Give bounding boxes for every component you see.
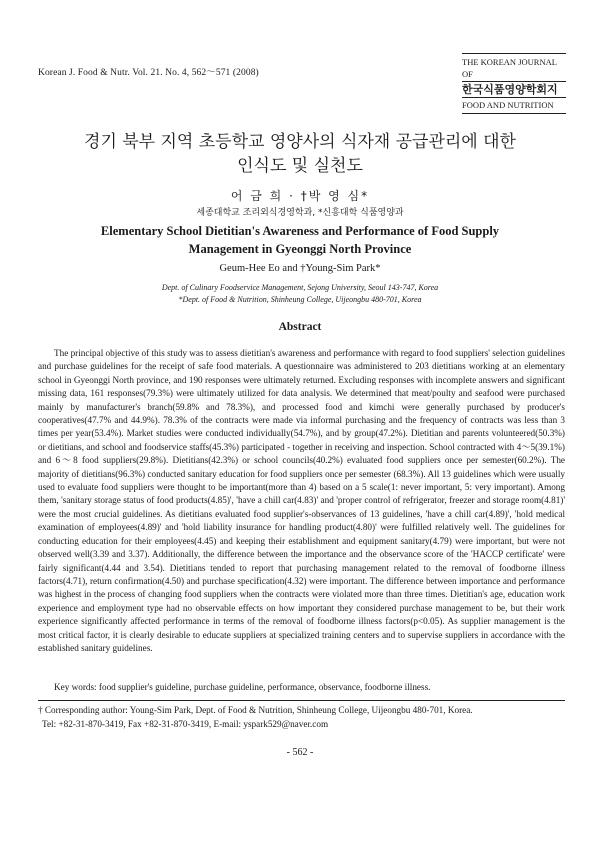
korean-affiliation: 세종대학교 조리외식경영학과, *신흥대학 식품영양과 [196,208,404,218]
journal-name-box [462,53,566,114]
english-authors: Geum-Hee Eo and †Young-Sim Park* [219,263,381,274]
journal-name-en-top: THE KOREAN JOURNAL OF [462,57,557,79]
korean-title-line2: 인식도 및 실천도 [237,156,363,176]
korean-title [0,130,600,178]
english-title [0,222,600,258]
english-affiliations [0,282,600,306]
abstract-heading: Abstract [278,321,322,333]
korean-title-line1: 경기 북부 지역 초등학교 영양사의 식자재 공급관리에 대한 [84,132,516,152]
keywords: Key words: food supplier's guideline, purchase guideline, performance, observance, foodborne illness. [54,682,431,692]
journal-citation: Korean J. Food & Nutr. Vol. 21. No. 4, 562～571 (2008) [38,68,259,78]
english-affiliation-2: *Dept. of Food & Nutrition, Shinheung College, Uijeongbu 480-701, Korea [178,295,422,304]
page-number: - 562 - [286,747,314,758]
english-title-line1: Elementary School Dietitian's Awareness and Performance of Food Supply [100,224,500,238]
journal-name-kr: 한국식품영양학회지 [462,81,566,98]
corresponding-author-footnote [38,704,565,731]
english-affiliation-1: Dept. of Culinary Foodservice Management, Sejong University, Seoul 143-747, Korea [161,283,439,292]
abstract-body: The principal objective of this study was to assess dietitian's awareness and performance with regard to food suppliers' selection guidelines and purchase guidelines for the receipt of safe food materials. A questionnaire was administered to 203 dietitians working at an elementary school in Gyeonggi North province, and 190 responses were ultimately returned. Excluding responses with incomplete answers and significant missing data, 161 responses(79.3%) were ultimately utilized for data analysis. We determined that meat/poulty and seafood were purchased mainly by manufacturer's branch(59.8% and 78.3%), and processed food and kimchi were generally purchased by producer's cooperatives(47.7% and 44.9%). 78.3% of the contracts were made via informal purchasing and the frequency of contracts was less than 3 times per year(53.4%). Market studies were conducted individually(54.7%), and by group(47.2%). Dietitian and parents volunteered(50.3%) or dietitians, and school and foodservice staffs(45.3%) participated - together in receiving and inspection. School contracted with 4～5(39.1%) and 6～8 food suppliers(29.8%). Dietitians(42.3%) or school councils(40.2%) evaluated food suppliers once per semester(60.2%). The majority of dietitians(96.3%) conducted sanitary education for food suppliers once per semester (68.3%). All 13 guidelines which were usually used to evaluate food suppliers were thought to be important(more than 4) based on a 5 scale(1: never important, 5: very important). Among them, 'sanitary storage status of food products(4.85)', 'have a chill car(4.83)' and 'proper control of refrigerator, freezer and storage room(4.81)' were the most crucial guidelines. As dietitians evaluated food supplier's-observances of 13 guidelines, 'have a chill car(4.89)', 'hold medical examination of employees(4.89)' and 'hold liability insurance for handling product(4.80)' were fulfilled relatively well. The guidelines for conducting education for their employees(4.45) and keeping their establishment and equipment sanitary(4.79) were important, but were not observed well(3.39 and 3.37). Additionally, the difference between the importance and the observance score of the 'HACCP certificate' were fairly significant(4.44 and 3.54). Dietitians tended to report that purchasing management related to the removal of foodborne illness factors(4.71), return confirmation(4.50) and purchase specification(4.32) were important. The difference between importance and performance was highest in the process of changing food suppliers when the contracts were violated more than three times. Dietitian's age, education work experience and employment type had no observable effects on how important they considered purchase management to be, but their work experience significantly affected performance in terms of the removal of foodborne illness factors(p<0.05). As supplier management is the most critical factor, it is clearly desirable to educate suppliers at specialized training centers and to supervise suppliers in accordance with the established sanitary guidelines. [38,348,565,653]
english-title-line2: Management in Gyeonggi North Province [188,242,412,256]
footnote-line-2: Tel: +82-31-870-3419, Fax +82-31-870-3419, E-mail: yspark529@naver.com [42,718,329,729]
footnote-divider [38,700,565,701]
footnote-line-1: † Corresponding author: Young-Sim Park, Dept. of Food & Nutrition, Shinheung College, Uijeongbu 480-701, Korea. [38,705,473,715]
korean-authors: 어 금 희 · †박 영 심* [230,189,370,203]
journal-name-en-bottom: FOOD AND NUTRITION [462,100,554,110]
